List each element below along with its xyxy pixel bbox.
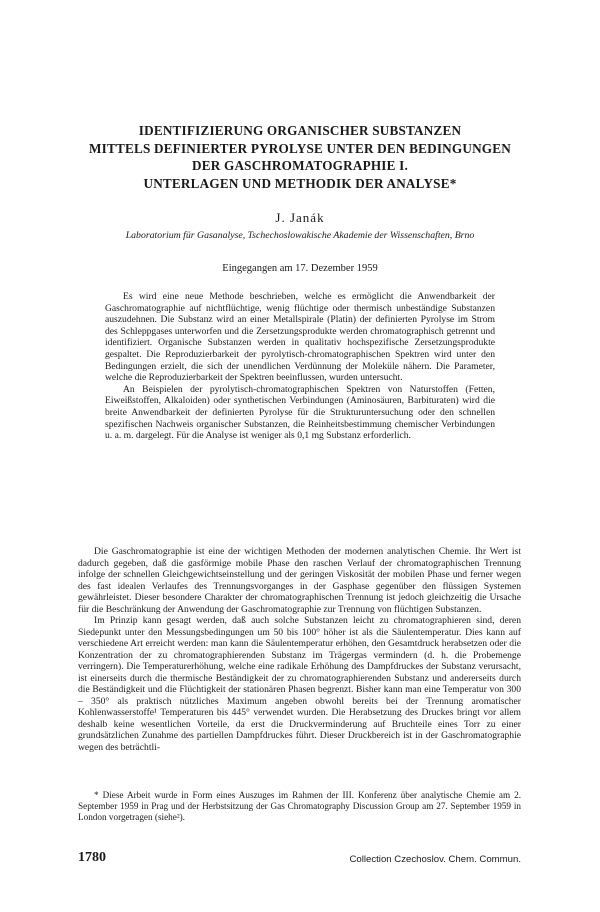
footnote bbox=[78, 790, 521, 824]
title-line: DER GASCHROMATOGRAPHIE I. bbox=[192, 158, 408, 173]
title-line: UNTERLAGEN UND METHODIK DER ANALYSE* bbox=[143, 175, 457, 191]
body-paragraph: Im Prinzip kann gesagt werden, daß auch solche Substanzen leicht zu chromatographieren sind, deren Siedepunkt unter den Messungsbedingungen um 50 bis 100° höher ist als die Säulentemperatur. Dies kann auf verschiedene Art erreicht werden: man kann die Säulentemperatur erhöhen, den Gesamtdruck herabsetzen oder die Konzentration der zu chromatographierenden Substanz im Trägergas vermindern (d. h. die Probemenge verringern). Die Temperaturerhöhung, welche eine radikale Erhöhung des Dampfdruckes der Substanz verursacht, ist einerseits durch die thermische Beständigkeit der zu chromatographierenden Substanz und andererseits durch die Beständigkeit und die Flüchtigkeit der stationären Phasen begrenzt. Bisher kann man eine Temperatur von 300 – 350° als praktisch nützliches Maximum angeben obwohl bereits bei der Trennung aromatischer Kohlenwasserstoffe¹ Temperaturen bis 445° verwendet wurden. Die Herabsetzung des Druckes bringt vor allem deshalb keine wesentlichen Vorteile, da erst die Druckverminderung auf Bruchteile eines Torr zu einer grundsätzlichen Zunahme des partiellen Dampfdruckes führt. Dieser Druckbereich ist in der Gaschromatographie wegen des beträchtli- bbox=[78, 615, 521, 753]
body-text bbox=[78, 546, 521, 753]
author-affiliation: Laboratorium für Gasanalyse, Tschechoslowakische Akademie der Wissenschaften, Brno bbox=[125, 230, 475, 241]
author-name: J. Janák bbox=[275, 210, 325, 225]
abstract-paragraph: An Beispielen der pyrolytisch-chromatographischen Spektren von Naturstoffen (Fetten, Eiweißstoffen, Alkaloiden) oder synthetischen Verbindungen (Aminosäuren, Barbituraten) wird die breite Anwendbarkeit der definierten Pyrolyse für die Strukturuntersuchung oder den schnellen spezifischen Nachweis organischer Substanzen, die Reinheitsbestimmung chemischer Verbindungen u. a. m. dargelegt. Für die Analyse ist weniger als 0,1 mg Substanz erforderlich. bbox=[105, 383, 495, 442]
article-title bbox=[60, 122, 540, 192]
title-line: MITTELS DEFINIERTER PYROLYSE UNTER DEN BEDINGUNGEN bbox=[89, 140, 511, 156]
abstract bbox=[105, 291, 495, 442]
page-number: 1780 bbox=[78, 850, 106, 865]
received-date: Eingegangen am 17. Dezember 1959 bbox=[222, 263, 378, 274]
footnote-text: * Diese Arbeit wurde in Form eines Auszuges im Rahmen der III. Konferenz über analytische Chemie am 2. September 1959 in Prag und der Herbstsitzung der Gas Chromatography Discussion Group am 27. September 1959 in London vorgetragen (siehe²). bbox=[78, 790, 521, 823]
abstract-paragraph: Es wird eine neue Methode beschrieben, welche es ermöglicht die Anwendbarkeit der Gaschromatographie auf nichtflüchtige, wenig flüchtige oder thermisch unbeständige Substanzen auszudehnen. Die Substanz wird an einer Metallspirale (Platin) der definierten Pyrolyse im Strom des Schleppgases unterworfen und die Zersetzungsprodukte werden chromatographisch getrennt und identifiziert. Organische Substanzen werden in qualitativ hochspezifische Zersetzungsprodukte gespaltet. Die Reproduzierbarkeit der pyrolytisch-chromatographischen Spektren wird unter den Bedingungen erzielt, die sich der unendlichen Verdünnung der Moleküle nähern. Die Parameter, welche die Reproduzierbarkeit der Spektren beeinflussen, wurden untersucht. bbox=[105, 291, 495, 384]
title-line: IDENTIFIZIERUNG ORGANISCHER SUBSTANZEN bbox=[138, 123, 462, 138]
journal-name: Collection Czechoslov. Chem. Commun. bbox=[349, 854, 521, 865]
body-paragraph: Die Gaschromatographie ist eine der wichtigen Methoden der modernen analytischen Chemie. Ihr Wert ist dadurch gegeben, daß die gasförmige mobile Phase den raschen Verlauf der chromatographischen Trennung infolge der schnellen Gleichgewichtseinstellung und der geringen Viskosität der mobilen Phase und ferner wegen des fast idealen Verlaufes des Trennungsvorganges in der Gasphase gegenüber den flüssigen Systemen gewährleistet. Dieser besondere Charakter der chromatographischen Trennung ist jedoch gleichzeitig die Ursache für die Beschränkung der Anwendung der Gaschromatographie zur Trennung von flüchtigen Substanzen. bbox=[78, 546, 521, 615]
